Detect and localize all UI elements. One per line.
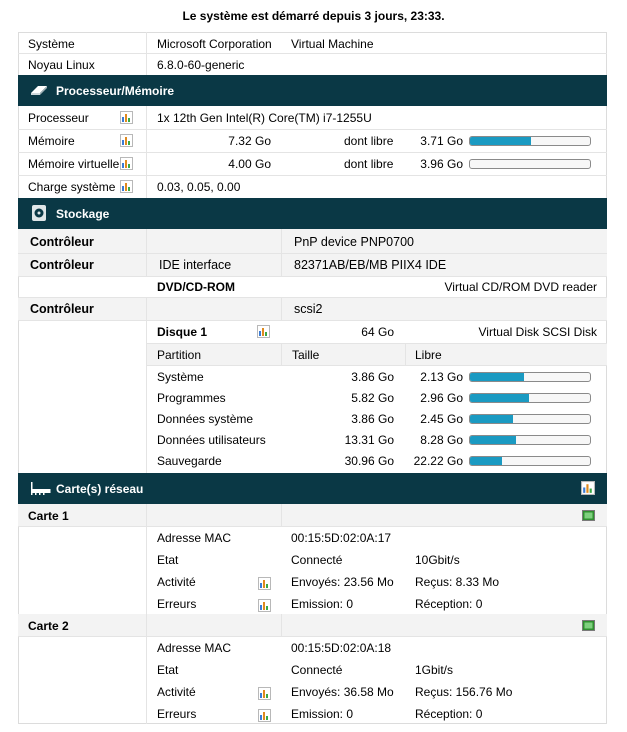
network-detail-label: Erreurs	[157, 707, 197, 721]
partition-size: 3.86 Go	[351, 370, 394, 384]
processor-row	[18, 111, 607, 129]
disk-model: Virtual Disk SCSI Disk	[478, 325, 597, 339]
vmem-free-bar	[469, 159, 591, 169]
network-detail-label: Erreurs	[157, 597, 197, 611]
network-detail-value: Connecté	[291, 663, 343, 677]
memory-label: Mémoire	[28, 134, 75, 148]
load-value: 0.03, 0.05, 0.00	[157, 180, 241, 194]
section-storage	[18, 198, 607, 229]
system-label: Système	[28, 37, 75, 51]
chip-icon	[30, 82, 48, 98]
network-detail-row	[18, 707, 607, 723]
partition-row	[18, 412, 607, 430]
section-title: Stockage	[56, 207, 110, 221]
chart-icon[interactable]	[581, 481, 595, 495]
network-detail-value2: Réception: 0	[415, 597, 483, 611]
network-detail-value2: 10Gbit/s	[415, 553, 460, 567]
network-detail-label: Etat	[157, 663, 179, 677]
partition-row	[18, 433, 607, 451]
controller-type: IDE interface	[159, 258, 232, 272]
partition-free: 22.22 Go	[413, 454, 463, 468]
section-title: Processeur/Mémoire	[56, 84, 175, 98]
partition-row	[18, 454, 607, 472]
controller-row	[18, 258, 607, 276]
partition-free-fill	[470, 415, 513, 423]
kernel-label: Noyau Linux	[28, 58, 95, 72]
network-detail-value2: 1Gbit/s	[415, 663, 454, 677]
controller-value: scsi2	[294, 302, 323, 316]
chart-icon[interactable]	[258, 599, 271, 612]
uptime-text: Le système est démarré depuis 3 jours, 23:33.	[182, 9, 445, 23]
network-card-header	[18, 509, 607, 525]
partition-size: 5.82 Go	[351, 391, 394, 405]
dvd-value: Virtual CD/ROM DVD reader	[444, 280, 597, 294]
controller-value: 82371AB/EB/MB PIIX4 IDE	[294, 258, 447, 272]
partition-size: 30.96 Go	[344, 454, 394, 468]
partition-free-bar	[469, 372, 591, 382]
partition-free-bar	[469, 456, 591, 466]
network-detail-value: Connecté	[291, 553, 343, 567]
network-detail-value2: Reçus: 8.33 Mo	[415, 575, 500, 589]
network-status-icon[interactable]	[582, 510, 595, 521]
vmem-free-label: dont libre	[344, 157, 394, 171]
partition-free: 2.96 Go	[420, 391, 463, 405]
partition-row	[18, 391, 607, 409]
partition-name: Données utilisateurs	[157, 433, 266, 447]
dvd-row	[18, 280, 607, 296]
load-row	[18, 180, 607, 198]
load-label: Charge système	[28, 180, 116, 194]
system-model: Virtual Machine	[291, 37, 374, 51]
memory-free-label: dont libre	[344, 134, 394, 148]
partition-size: 3.86 Go	[351, 412, 394, 426]
section-title: Carte(s) réseau	[56, 482, 144, 496]
network-detail-value: 00:15:5D:02:0A:17	[291, 531, 392, 545]
network-detail-value: Emission: 0	[291, 707, 354, 721]
network-detail-label: Adresse MAC	[157, 531, 232, 545]
section-network	[18, 473, 607, 504]
processor-label: Processeur	[28, 111, 89, 125]
network-card-icon	[30, 480, 52, 496]
processor-value: 1x 12th Gen Intel(R) Core(TM) i7-1255U	[157, 111, 372, 125]
partition-name: Données système	[157, 412, 254, 426]
network-detail-value: Emission: 0	[291, 597, 354, 611]
controller-label: Contrôleur	[30, 258, 94, 272]
network-detail-label: Adresse MAC	[157, 641, 232, 655]
network-detail-value: Envoyés: 23.56 Mo	[291, 575, 394, 589]
controller-value: PnP device PNP0700	[294, 235, 414, 249]
network-detail-row	[18, 663, 607, 679]
network-detail-row	[18, 597, 607, 613]
kernel-value: 6.8.0-60-generic	[157, 58, 245, 72]
network-detail-label: Activité	[157, 685, 196, 699]
partition-free: 8.28 Go	[420, 433, 463, 447]
partition-name: Système	[157, 370, 204, 384]
network-detail-row	[18, 553, 607, 569]
section-cpu-memory	[18, 75, 607, 106]
memory-total: 7.32 Go	[228, 134, 271, 148]
network-card-name: Carte 1	[28, 509, 69, 523]
system-vendor: Microsoft Corporation	[157, 37, 272, 51]
vmem-row	[18, 157, 607, 175]
partition-size: 13.31 Go	[344, 433, 394, 447]
partition-free: 2.45 Go	[420, 412, 463, 426]
partition-free-fill	[470, 373, 524, 381]
network-card-name: Carte 2	[28, 619, 69, 633]
chart-icon[interactable]	[120, 134, 133, 147]
partition-free-fill	[470, 457, 502, 465]
vmem-total: 4.00 Go	[228, 157, 271, 171]
chart-icon[interactable]	[258, 687, 271, 700]
network-detail-row	[18, 641, 607, 657]
disk-icon	[30, 205, 48, 221]
chart-icon[interactable]	[258, 577, 271, 590]
system-row	[18, 37, 607, 53]
network-detail-value: 00:15:5D:02:0A:18	[291, 641, 392, 655]
network-card-header	[18, 619, 607, 635]
partition-header	[18, 348, 607, 364]
controller-row	[18, 235, 607, 253]
partition-name: Sauvegarde	[157, 454, 222, 468]
network-detail-row	[18, 575, 607, 591]
partition-free: 2.13 Go	[420, 370, 463, 384]
network-detail-value: Envoyés: 36.58 Mo	[291, 685, 394, 699]
network-status-icon[interactable]	[582, 620, 595, 631]
chart-icon[interactable]	[120, 180, 133, 193]
controller-row	[18, 302, 607, 320]
partition-header-free: Libre	[415, 348, 442, 362]
network-detail-value2: Réception: 0	[415, 707, 483, 721]
memory-free-bar	[469, 136, 591, 146]
partition-name: Programmes	[157, 391, 226, 405]
disk-row	[18, 325, 607, 343]
vmem-free-value: 3.96 Go	[420, 157, 463, 171]
kernel-row	[18, 58, 607, 74]
memory-row	[18, 134, 607, 152]
partition-header-name: Partition	[157, 348, 202, 362]
disk-size: 64 Go	[361, 325, 394, 339]
dvd-label: DVD/CD-ROM	[157, 280, 235, 294]
chart-icon[interactable]	[257, 325, 270, 338]
memory-free-value: 3.71 Go	[420, 134, 463, 148]
network-detail-label: Activité	[157, 575, 196, 589]
controller-label: Contrôleur	[30, 235, 94, 249]
chart-icon[interactable]	[120, 157, 133, 170]
vmem-label: Mémoire virtuelle	[28, 157, 120, 171]
partition-free-bar	[469, 393, 591, 403]
chart-icon[interactable]	[258, 709, 271, 722]
memory-free-fill	[470, 137, 531, 145]
partition-free-bar	[469, 414, 591, 424]
partition-row	[18, 370, 607, 388]
partition-free-fill	[470, 394, 529, 402]
network-detail-row	[18, 531, 607, 547]
controller-label: Contrôleur	[30, 302, 94, 316]
chart-icon[interactable]	[120, 111, 133, 124]
network-detail-value2: Reçus: 156.76 Mo	[415, 685, 513, 699]
partition-header-size: Taille	[292, 348, 320, 362]
partition-free-bar	[469, 435, 591, 445]
network-detail-row	[18, 685, 607, 701]
partition-free-fill	[470, 436, 516, 444]
network-detail-label: Etat	[157, 553, 179, 567]
disk-label: Disque 1	[157, 325, 208, 339]
